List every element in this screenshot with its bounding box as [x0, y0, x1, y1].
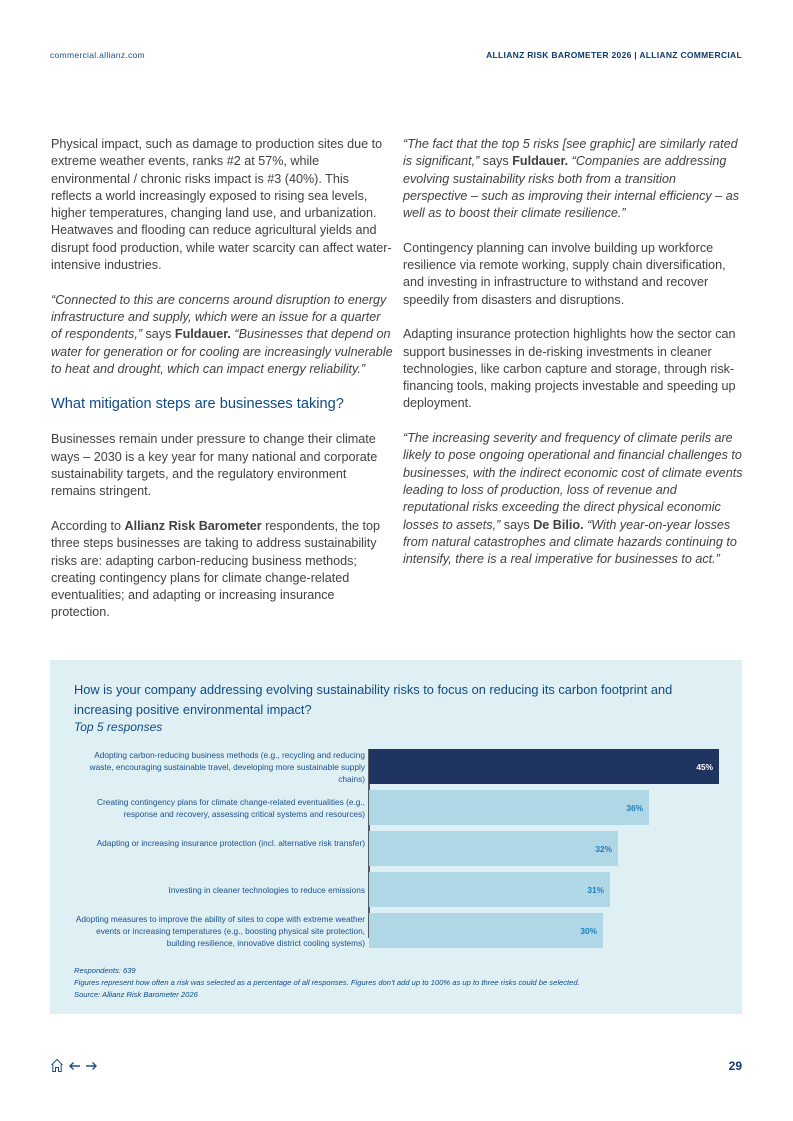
chart-bar-row	[50, 913, 742, 948]
paragraph-top-three: According to Allianz Risk Barometer respondents, the top three steps businesses are taking to address sustainability risks are: adapting carbon-reducing business methods; creating contingency plans for climate change-related eventualities; and adapting or increasing insurance protection.	[51, 518, 381, 620]
bar-value: 32%	[595, 843, 612, 854]
quote-fuldauer-top5: “The fact that the top 5 risks [see graphic] are similarly rated is significant,” says Fuldauer. “Companies are addressing evolving sustainability risks both from a transition perspective – such as improving their internal efficiency – as well as to boost their climate resilience.”	[403, 137, 739, 221]
bar-label: Adapting or increasing insurance protection (incl. alternative risk transfer)	[96, 838, 365, 848]
bar-value: 31%	[587, 884, 604, 895]
publication-title: ALLIANZ RISK BAROMETER 2026 | ALLIANZ COMMERCIAL	[486, 50, 742, 60]
site-url[interactable]: commercial.allianz.com	[50, 50, 145, 60]
speaker-name: Fuldauer.	[512, 154, 569, 169]
right-column	[403, 136, 743, 586]
left-column	[51, 136, 393, 639]
bar-label: Creating contingency plans for climate change-related eventualities (e.g., response and recovery, assessing critical systems and resources)	[97, 797, 365, 819]
bar-label: Investing in cleaner technologies to reduce emissions	[168, 885, 365, 895]
figures-note: Figures represent how often a risk was selected as a percentage of all responses. Figures don’t add up to 100% as up to three risks could be selected.	[74, 978, 580, 987]
arrow-right-icon[interactable]	[85, 1061, 98, 1071]
source-note: Source: Allianz Risk Barometer 2026	[74, 990, 198, 999]
bar-value: 36%	[626, 802, 643, 813]
bar-30	[369, 913, 603, 948]
bar-label: Adopting carbon-reducing business methods (e.g., recycling and reducing waste, encouraging sustainable travel, developing more sustainable supply chains)	[89, 750, 365, 784]
chart-bar-row	[50, 790, 742, 825]
arrow-left-icon[interactable]	[68, 1061, 81, 1071]
paragraph-physical-impact: Physical impact, such as damage to production sites due to extreme weather events, ranks #2 at 57%, while environmental / chronic risks impact is #3 (40%). This reflects a world increasingly exposed to rising sea levels, higher temperatures, changing land use, and urbanization. Heatwaves and flooding can reduce agricultural yields and disrupt food production, while water scarcity can affect water-intensive industries.	[51, 137, 392, 273]
bar-32	[369, 831, 618, 866]
paragraph-pressure: Businesses remain under pressure to change their climate ways – 2030 is a key year for many national and corporate sustainability targets, and the regulatory environment remains stringent.	[51, 432, 378, 499]
bar-36	[369, 790, 649, 825]
bar-value: 30%	[580, 925, 597, 936]
speaker-name: De Bilio.	[533, 517, 584, 532]
report-name: Allianz Risk Barometer	[124, 518, 262, 533]
chart-title: How is your company addressing evolving sustainability risks to focus on reducing its carbon footprint and increasing positive environmental impact?	[74, 682, 673, 717]
bar-label: Adopting measures to improve the ability of sites to cope with extreme weather events or increasing temperatures (e.g., boosting physical site protection, building resilience, innovative district cooling systems)	[75, 914, 365, 948]
speaker-name: Fuldauer.	[174, 327, 231, 342]
chart-subtitle: Top 5 responses	[74, 720, 163, 734]
respondents-note: Respondents: 639	[74, 966, 136, 975]
chart-panel	[50, 660, 742, 1014]
bar-value: 45%	[696, 761, 713, 772]
bar-31	[369, 872, 610, 907]
footer-navigation	[50, 1058, 98, 1073]
chart-bar-row	[50, 831, 742, 866]
bar-45	[369, 749, 719, 784]
paragraph-contingency: Contingency planning can involve building up workforce resilience via remote working, supply chain diversification, and investing in infrastructure to withstand and recover speedily from disasters and disruptions.	[403, 240, 726, 307]
chart-bar-row	[50, 749, 742, 784]
quote-de-bilio: “The increasing severity and frequency of climate perils are likely to pose ongoing operational and financial challenges to businesses, with the indirect economic cost of climate events leading to loss of production, loss of revenue and reputational risks exceeding the direct physical economic losses to assets,” says De Bilio. “With year-on-year losses from natural catastrophes and climate hazards continuing to intensify, there is a real imperative for businesses to act.”	[403, 431, 743, 567]
page-number: 29	[728, 1059, 742, 1073]
chart-footnotes	[74, 965, 580, 1001]
home-icon[interactable]	[50, 1058, 64, 1073]
paragraph-insurance: Adapting insurance protection highlights how the sector can support businesses in de-risking investments in cleaner technologies, like carbon capture and storage, through risk-financing tools, making projects investable and speeding up deployment.	[403, 327, 736, 411]
quote-fuldauer-energy: “Connected to this are concerns around disruption to energy infrastructure and supply, which were an issue for a quarter of respondents,” says Fuldauer. “Businesses that depend on water for generation or for cooling are increasingly vulnerable to heat and drought, which can impact energy reliability.”	[51, 292, 393, 376]
chart-bar-row	[50, 872, 742, 907]
section-heading: What mitigation steps are businesses taking?	[51, 396, 344, 413]
